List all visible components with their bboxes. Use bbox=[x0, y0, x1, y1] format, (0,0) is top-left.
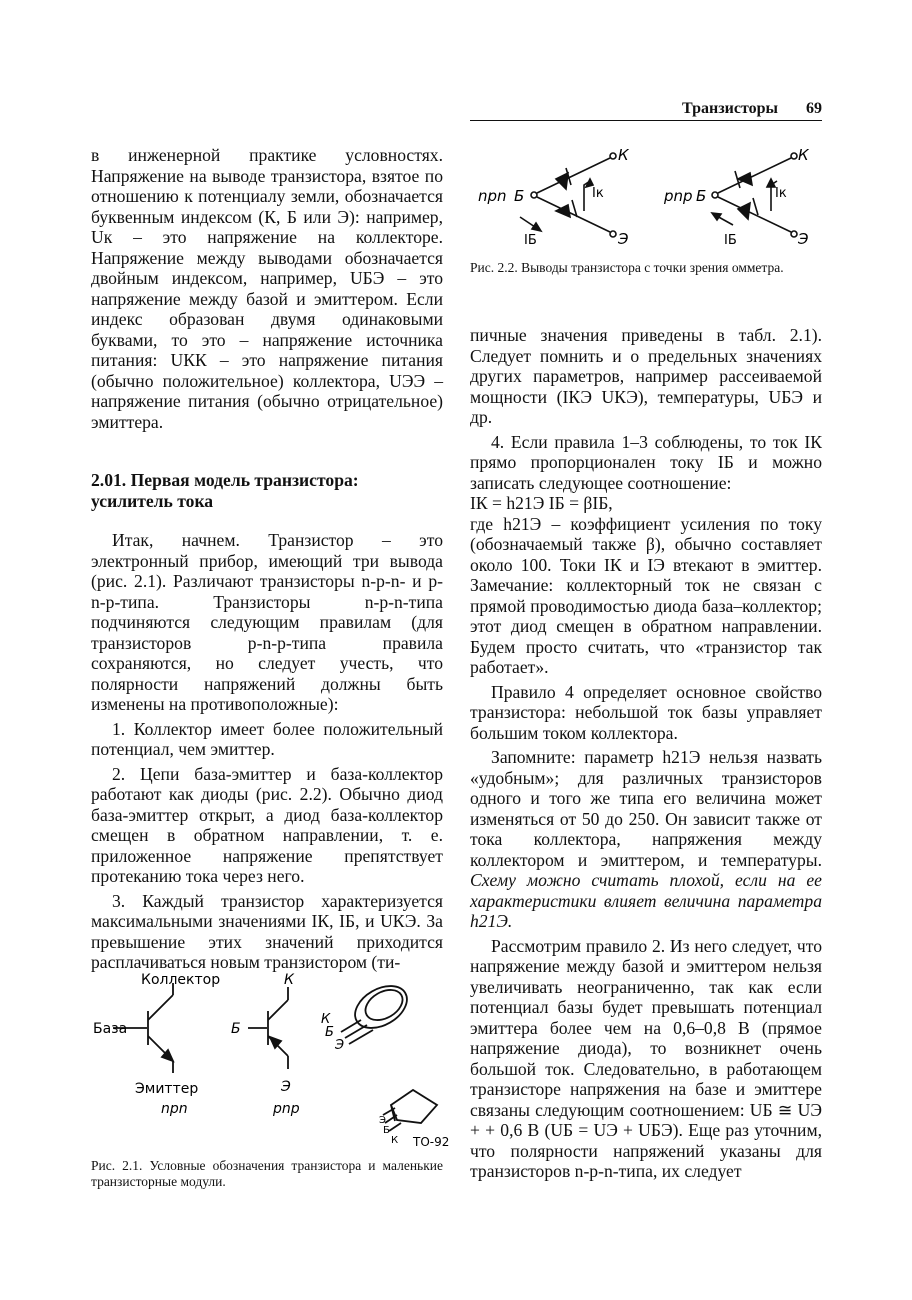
body-paragraph: Итак, начнем. Транзистор – это электронный прибор, имеющий три вывода (рис. 2.1). Различают транзисторы n-p-n- и p-n-p-типа. Транзисторы n-p-n-типа подчиняются следующим правилам (для транзисторов p-n-p-типа правила сохраняются, но следует учесть, что полярности напряжений должны быть изменены на противоположные): bbox=[91, 530, 443, 714]
fig21-emitter-label: Эмиттер bbox=[135, 1081, 199, 1097]
to-k-label: К bbox=[321, 1012, 331, 1027]
figure-2-2 bbox=[478, 145, 823, 250]
to-b-label: Б bbox=[325, 1025, 334, 1040]
fig22-pnp-e-label: Э bbox=[798, 230, 809, 248]
figure-2-1-caption: Рис. 2.1. Условные обозначения транзистора и маленькие транзисторные модули. bbox=[91, 1158, 443, 1189]
fig21-b-label: Б bbox=[231, 1021, 241, 1037]
figure-2-2-caption: Рис. 2.2. Выводы транзистора с точки зрения омметра. bbox=[470, 260, 784, 275]
to92-e-label: Э bbox=[379, 1115, 386, 1126]
rule-4-paragraph: Правило 4 определяет основное свойство транзистора: небольшой ток базы управляет большим током коллектора. bbox=[470, 681, 822, 743]
current-gain-formula: IК = h21Э IБ = βIБ, bbox=[470, 493, 613, 513]
intro-paragraph: в инженерной практике условностях. Напряжение на выводе транзистора, взятое по отношению к потенциалу земли, обозначается буквенным индексом (К, Б или Э): например, Uк – это напряжение на коллекторе. Напряжение между выводами обозначается двойным индексом, например, UБЭ – это напряжение между базой и эмиттером. Если индекс образован двумя одинаковыми буквами, то это – напряжение источника питания: UКК – это напряжение питания (обычно положительное) коллектора, UЭЭ – напряжение питания (обычно отрицательное) эмиттера. bbox=[91, 145, 443, 432]
fig22-pnp-b-label: Б bbox=[696, 187, 707, 205]
fig21-e-label: Э bbox=[281, 1079, 291, 1095]
remember-italic: Схему можно считать плохой, если на ее характеристики влияет величина параметра h21Э. bbox=[470, 870, 822, 931]
fig22-pnp-ik-label: Iк bbox=[775, 186, 787, 201]
to92-b-label: Б bbox=[383, 1125, 390, 1136]
fig21-k-label: К bbox=[284, 972, 294, 988]
to92-label: ТО-92 bbox=[413, 1135, 450, 1149]
running-title: Транзисторы bbox=[682, 100, 778, 117]
fig22-npn-label: npn bbox=[478, 187, 507, 205]
fig22-npn-b-label: Б bbox=[514, 187, 525, 205]
continued-paragraph: пичные значения приведены в табл. 2.1). Следует помнить и о предельных значениях других параметров, например рассеиваемой мощности (IКЭ UКЭ), температуры, UБЭ и др. bbox=[470, 325, 822, 427]
rule-4: 4. Если правила 1–3 соблюдены, то ток IК прямо пропорционален току IБ и можно записать следующее соотношение: bbox=[470, 431, 822, 493]
running-header bbox=[470, 98, 822, 121]
section-heading: 2.01. Первая модель транзистора: усилитель тока bbox=[91, 470, 359, 511]
fig22-npn-e-label: Э bbox=[618, 230, 629, 248]
fig21-pnp-label: pnp bbox=[273, 1101, 300, 1117]
left-column-intro bbox=[91, 145, 443, 432]
fig21-base-label: База bbox=[93, 1021, 128, 1037]
left-column-body bbox=[91, 530, 443, 973]
fig22-pnp-label: pnp bbox=[664, 187, 693, 205]
rule-1: 1. Коллектор имеет более положительный потенциал, чем эмиттер. bbox=[91, 718, 443, 759]
fig22-npn-ib-label: IБ bbox=[524, 233, 537, 248]
rule-2: 2. Цепи база-эмиттер и база-коллектор работают как диоды (рис. 2.2). Обычно диод база-эмиттер открыт, а диод база-коллектор смещен в обратном направлении, т. е. приложенное напряжение препятствует протеканию тока через него. bbox=[91, 763, 443, 886]
figure-2-1 bbox=[91, 965, 451, 1155]
rule-3: 3. Каждый транзистор характеризуется максимальными значениями IК, IБ, и UКЭ. За превышение этих значений приходится расплачиваться новым транзистором (ти- bbox=[91, 890, 443, 972]
fig22-pnp-ib-label: IБ bbox=[724, 233, 737, 248]
fig21-collector-label: Коллектор bbox=[141, 972, 221, 988]
fig21-npn-label: npn bbox=[161, 1101, 188, 1117]
page-number: 69 bbox=[806, 100, 822, 117]
to92-k-label: К bbox=[391, 1135, 399, 1146]
fig22-npn-k-label: К bbox=[618, 146, 629, 164]
rule-2-paragraph: Рассмотрим правило 2. Из него следует, что напряжение между базой и эмиттером нельзя увеличивать неограниченно, так как если потенциал базы будет превышать потенциал эмиттера более чем на 0,6–0,8 В (прямое напряжение диода), то возникнет очень большой ток. Следовательно, в работающем транзисторе напряжения на базе и эмиттере связаны следующим соотношением: UБ ≅ UЭ + + 0,6 В (UБ = UЭ + UБЭ). Еще раз уточним, что полярности напряжений указаны для транзисторов n-p-n-типа, их следует bbox=[470, 935, 822, 1181]
where-paragraph: где h21Э – коэффициент усиления по току (обозначаемый также β), обычно составляет около 100. Токи IК и IЭ втекают в эмиттер. Замечание: коллекторный ток не связан с прямой проводимостью диода база–коллектор; этот диод смещен в обратном направлении. Будем просто считать, что «транзистор так работает». bbox=[470, 513, 822, 677]
remember-paragraph bbox=[470, 747, 822, 932]
fig22-npn-ik-label: Iк bbox=[592, 186, 604, 201]
right-column bbox=[470, 325, 822, 1182]
fig22-pnp-k-label: К bbox=[798, 146, 809, 164]
to-e-label: Э bbox=[335, 1038, 345, 1053]
remember-text: Запомните: параметр h21Э нельзя назвать «удобным»; для различных транзисторов одного и того же типа его величина может изменяться от 50 до 250. Он зависит также от тока коллектора, напряжения между коллектором и эмиттером, и температуры. bbox=[470, 747, 822, 870]
